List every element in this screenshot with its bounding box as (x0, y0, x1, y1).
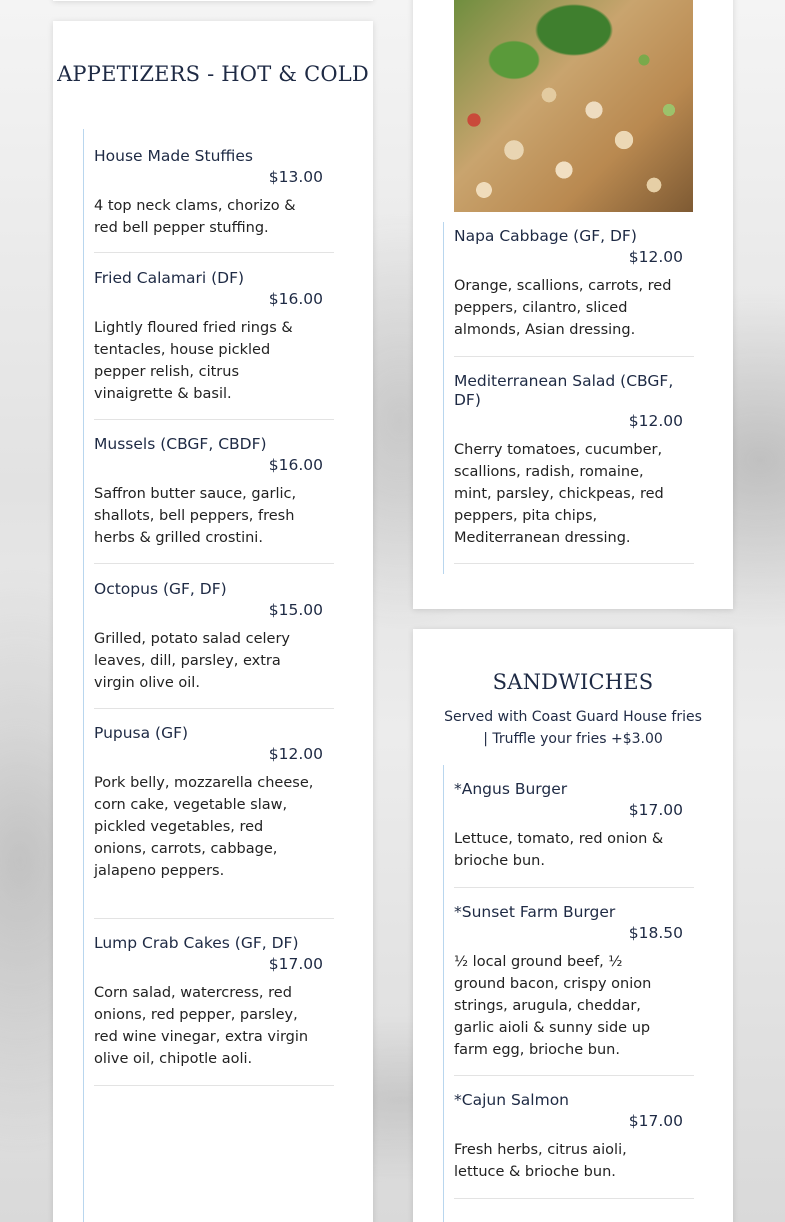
item-separator (454, 1075, 694, 1076)
item-separator (94, 252, 334, 253)
section-title-sandwiches: SANDWICHES (492, 670, 654, 694)
item-price: $18.50 (628, 924, 683, 942)
item-separator (454, 887, 694, 888)
item-price: $12.00 (268, 745, 323, 763)
menu-item (94, 147, 334, 239)
menu-divider-line (83, 129, 84, 1222)
item-price: $12.00 (628, 412, 683, 430)
item-price: $16.00 (268, 290, 323, 308)
menu-item (94, 934, 334, 1070)
item-price: $17.00 (628, 801, 683, 819)
item-description: Fresh herbs, citrus aioli, lettuce & brioche bun. (454, 1142, 627, 1180)
item-description: ½ local ground beef, ½ ground bacon, crispy onion strings, arugula, cheddar, garlic aioli & sunny side up farm egg, brioche bun. (454, 954, 652, 1058)
item-name: Napa Cabbage (GF, DF) (454, 227, 637, 245)
sandwiches-card (413, 629, 733, 1222)
item-description: 4 top neck clams, chorizo & red bell pepper stuffing. (94, 198, 296, 236)
section-subtitle: Served with Coast Guard House fries | Truffle your fries +$3.00 (444, 709, 702, 747)
menu-item (454, 1091, 694, 1183)
menu-divider-line (443, 765, 444, 1222)
appetizers-card (53, 21, 373, 1222)
item-separator (94, 708, 334, 709)
menu-item (94, 269, 334, 405)
item-separator (94, 918, 334, 919)
item-price: $13.00 (268, 168, 323, 186)
item-price: $12.00 (628, 248, 683, 266)
salad-photo (454, 0, 693, 212)
item-name: Octopus (GF, DF) (94, 580, 227, 598)
item-description: Cherry tomatoes, cucumber, scallions, radish, romaine, mint, parsley, chickpeas, red peppers, pita chips, Mediterranean dressing. (454, 442, 664, 546)
item-description: Lettuce, tomato, red onion & brioche bun. (454, 831, 664, 869)
item-description: Saffron butter sauce, garlic, shallots, bell peppers, fresh herbs & grilled crostini. (94, 486, 297, 546)
item-separator (94, 1085, 334, 1086)
item-description: Corn salad, watercress, red onions, red pepper, parsley, red wine vinegar, extra virgin olive oil, chipotle aoli. (94, 985, 309, 1067)
previous-card-bottom (53, 0, 373, 1)
item-price: $15.00 (268, 601, 323, 619)
item-description: Lightly floured fried rings & tentacles, house pickled pepper relish, citrus vinaigrette & basil. (94, 320, 293, 402)
item-name: Lump Crab Cakes (GF, DF) (94, 934, 299, 952)
item-price: $17.00 (268, 955, 323, 973)
item-name: *Cajun Salmon (454, 1091, 570, 1109)
menu-item (454, 227, 694, 341)
item-separator (94, 563, 334, 564)
item-name: *Sunset Farm Burger (454, 903, 616, 921)
item-price: $16.00 (268, 456, 323, 474)
menu-item (94, 435, 334, 549)
item-name: Pupusa (GF) (94, 724, 189, 742)
item-name: Mediterranean Salad (CBGF, DF) (454, 372, 674, 409)
section-title-appetizers: APPETIZERS - HOT & COLD (57, 62, 369, 86)
item-separator (454, 1198, 694, 1199)
item-separator (94, 419, 334, 420)
item-description: Pork belly, mozzarella cheese, corn cake, vegetable slaw, pickled vegetables, red onions, carrots, cabbage, jalapeno peppers. (94, 775, 314, 879)
item-description: Orange, scallions, carrots, red peppers, cilantro, sliced almonds, Asian dressing. (454, 278, 672, 338)
menu-item (454, 903, 694, 1061)
menu-item (454, 372, 694, 549)
item-separator (454, 563, 694, 564)
menu-item (94, 580, 334, 694)
item-name: Fried Calamari (DF) (94, 269, 245, 287)
item-name: Mussels (CBGF, CBDF) (94, 435, 267, 453)
item-name: House Made Stuffies (94, 147, 254, 165)
salads-card (413, 0, 733, 609)
item-price: $17.00 (628, 1112, 683, 1130)
item-description: Grilled, potato salad celery leaves, dill, parsley, extra virgin olive oil. (94, 631, 290, 691)
menu-item (94, 724, 334, 882)
menu-divider-line (443, 222, 444, 574)
menu-item (454, 780, 694, 872)
item-name: *Angus Burger (454, 780, 568, 798)
item-separator (454, 356, 694, 357)
